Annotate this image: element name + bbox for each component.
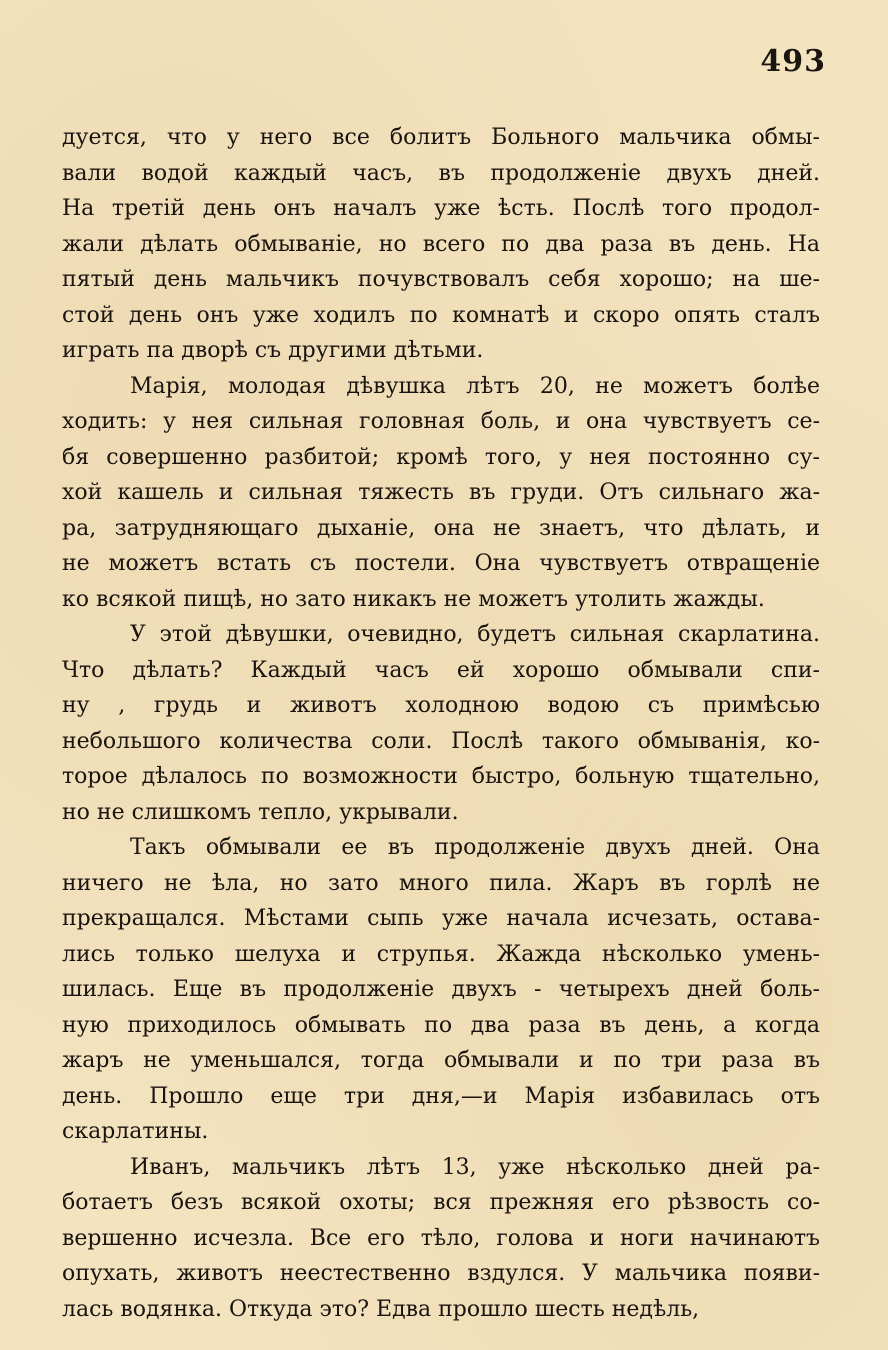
- text-line: Что дѣлать? Каждый часъ ей хорошо обмывали спи-: [62, 657, 820, 683]
- text-line: Такъ обмывали ее въ продолженіе двухъ дней. Она: [130, 835, 820, 860]
- paragraph: [62, 617, 820, 830]
- text-line: ботаетъ безъ всякой охоты; вся прежняя его рѣзвость со-: [62, 1190, 820, 1215]
- text-line: играть па дворѣ съ другими дѣтьми.: [62, 338, 484, 363]
- text-line: торое дѣлалось по возможности быстро, больную тщательно,: [62, 764, 820, 789]
- text-line: опухать, животъ неестественно вздулся. У мальчика появи-: [62, 1261, 820, 1286]
- paragraph: [62, 120, 820, 369]
- text-line: Марія, молодая дѣвушка лѣтъ 20, не можетъ болѣе: [130, 373, 820, 399]
- text-line: не можетъ встать съ постели. Она чувствуетъ отвращеніе: [62, 551, 820, 576]
- text-line: прекращался. Мѣстами сыпь уже начала исчезать, остава-: [62, 906, 820, 931]
- paragraph: [62, 830, 820, 1150]
- text-line: день. Прошло еще три дня,—и Марія избавилась отъ: [62, 1083, 820, 1109]
- text-line: скарлатины.: [62, 1119, 209, 1144]
- text-line: жали дѣлать обмываніе, но всего по два раза въ день. На: [62, 231, 820, 257]
- text-line: лись только шелуха и струпья. Жажда нѣсколько умень-: [62, 941, 820, 967]
- body-text: [62, 120, 820, 1327]
- text-line: пятый день мальчикъ почувствовалъ себя хорошо; на ше-: [62, 267, 820, 292]
- text-line: но не слишкомъ тепло, укрывали.: [62, 799, 459, 825]
- text-line: шилась. Еще въ продолженіе двухъ - четырехъ дней боль-: [62, 977, 820, 1002]
- text-line: бя совершенно разбитой; кромѣ того, у нея постоянно су-: [62, 444, 820, 470]
- paragraph: [62, 369, 820, 618]
- text-line: На третій день онъ началъ уже ѣсть. Послѣ того продол-: [62, 196, 820, 221]
- text-line: ну , грудь и животъ холодною водою съ примѣсью: [62, 693, 820, 718]
- text-line: жаръ не уменьшался, тогда обмывали и по три раза въ: [62, 1048, 820, 1073]
- text-line: вали водой каждый часъ, въ продолженіе двухъ дней.: [62, 160, 820, 186]
- text-line: стой день онъ уже ходилъ по комнатѣ и скоро опять сталъ: [62, 302, 820, 328]
- text-line: Иванъ, мальчикъ лѣтъ 13, уже нѣсколько дней ра-: [130, 1154, 820, 1180]
- text-line: ничего не ѣла, но зато много пила. Жаръ въ горлѣ не: [62, 870, 820, 896]
- text-line: лась водянка. Откуда это? Едва прошло шесть недѣль,: [62, 1296, 700, 1322]
- text-line: ра, затрудняющаго дыханіе, она не знаетъ, что дѣлать, и: [62, 515, 820, 541]
- text-line: хой кашель и сильная тяжесть въ груди. Отъ сильнаго жа-: [62, 480, 820, 505]
- text-line: У этой дѣвушки, очевидно, будетъ сильная скарлатина.: [130, 622, 820, 647]
- paragraph: [62, 1150, 820, 1328]
- text-line: ную приходилось обмывать по два раза въ день, а когда: [62, 1012, 820, 1038]
- page-number: 493: [760, 44, 826, 79]
- text-line: небольшого количества соли. Послѣ такого обмыванія, ко-: [62, 728, 820, 754]
- text-line: дуется, что у него все болитъ Больного мальчика обмы-: [62, 125, 820, 150]
- text-line: ко всякой пищѣ, но зато никакъ не можетъ утолить жажды.: [62, 586, 765, 612]
- text-line: ходить: у нея сильная головная боль, и она чувствуетъ се-: [62, 409, 820, 434]
- text-line: вершенно исчезла. Все его тѣло, голова и ноги начинаютъ: [62, 1225, 820, 1251]
